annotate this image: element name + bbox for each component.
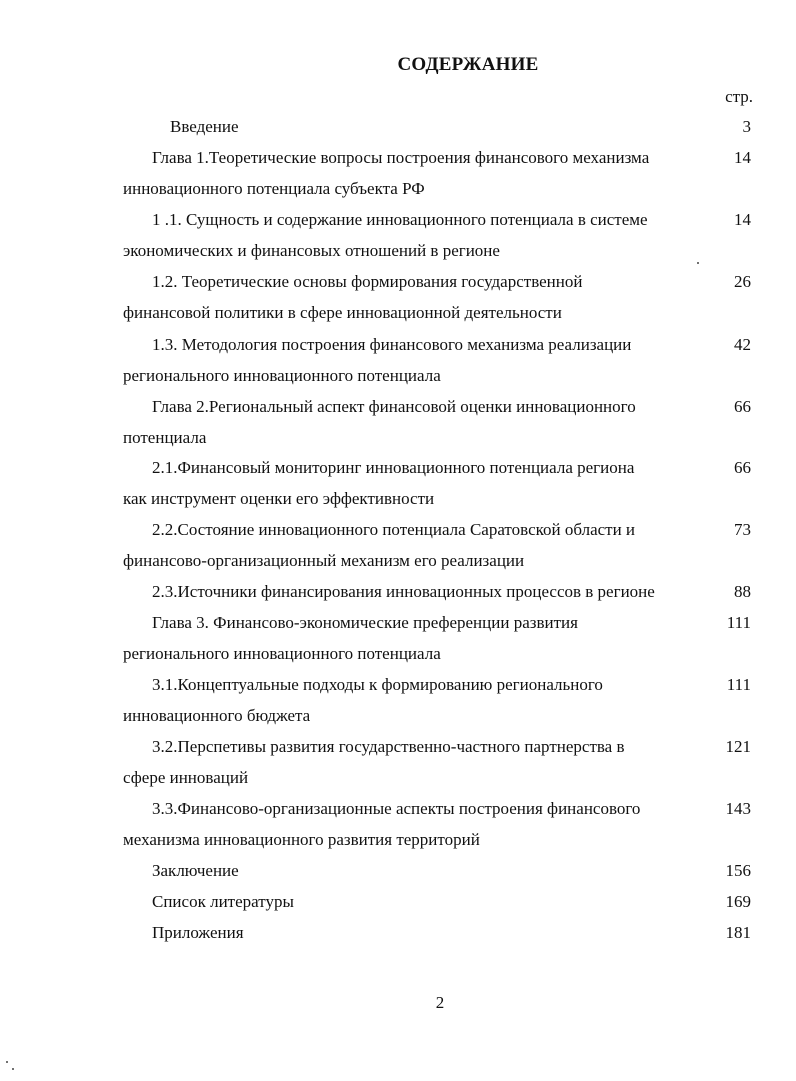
toc-entry — [123, 731, 751, 793]
toc-entry-title: 1.3. Методология построения финансового механизма реализации — [152, 335, 632, 354]
toc-entry-title: Приложения — [152, 923, 244, 942]
toc-entry — [123, 855, 751, 886]
toc-entry-page: 73 — [734, 520, 751, 539]
toc-entry-page: 121 — [725, 737, 751, 756]
page-column-label: стр. — [725, 87, 753, 106]
toc-entry-page: 181 — [725, 923, 751, 942]
toc-entry-title: Введение — [170, 117, 239, 136]
scan-speck — [6, 1061, 8, 1063]
toc-entry — [123, 111, 751, 142]
toc-entry-title: 3.2.Перспетивы развития государственно-частного партнерства в — [152, 737, 625, 756]
toc-entry-title: 2.2.Состояние инновационного потенциала Саратовской области и — [152, 520, 636, 539]
toc-entry-title-continued: механизма инновационного развития территорий — [123, 830, 480, 849]
toc-entry-page: 42 — [734, 335, 751, 354]
toc-entry — [123, 142, 751, 204]
toc-entry — [123, 886, 751, 917]
toc-entry — [123, 266, 751, 328]
toc-entry — [123, 917, 751, 948]
toc-entry — [123, 607, 751, 669]
page-number: 2 — [435, 993, 445, 1012]
toc-entry — [123, 204, 751, 266]
toc-entry-page: 88 — [734, 582, 751, 601]
toc-entry — [123, 669, 751, 731]
toc-entry-title: 1 .1. Сущность и содержание инновационного потенциала в системе — [152, 210, 648, 229]
toc-entry-page: 14 — [734, 148, 751, 167]
toc-entry-page: 66 — [734, 458, 751, 477]
toc-entry — [123, 329, 751, 391]
toc-entry-page: 3 — [742, 117, 751, 136]
toc-entry-page: 143 — [725, 799, 751, 818]
toc-entry-page: 14 — [734, 210, 751, 229]
toc-entry-title-continued: экономических и финансовых отношений в регионе — [123, 241, 500, 260]
toc-entry — [123, 576, 751, 607]
toc-entry-title: 1.2. Теоретические основы формирования государственной — [152, 272, 583, 291]
toc-entry-title: 2.3.Источники финансирования инновационных процессов в регионе — [152, 582, 655, 601]
toc-entry-page: 111 — [726, 613, 751, 632]
toc-entry-title-continued: регионального инновационного потенциала — [123, 644, 441, 663]
scan-speck — [12, 1068, 14, 1070]
toc-entry-page: 66 — [734, 397, 751, 416]
toc-entry — [123, 452, 751, 514]
toc-entry — [123, 793, 751, 855]
toc-entry-title-continued: потенциала — [123, 428, 207, 447]
scan-speck — [697, 262, 699, 264]
toc-entry-title: Глава 1.Теоретические вопросы построения финансового механизма — [152, 148, 650, 167]
toc-entry-title-continued: финансовой политики в сфере инновационной деятельности — [123, 303, 562, 322]
toc-entry-title-continued: инновационного бюджета — [123, 706, 311, 725]
toc-entry — [123, 514, 751, 576]
toc-entry-title: Глава 3. Финансово-экономические преференции развития — [152, 613, 578, 632]
toc-entry — [123, 391, 751, 453]
toc-entry-title: Глава 2.Региональный аспект финансовой оценки инновационного — [152, 397, 636, 416]
toc-entry-page: 169 — [725, 892, 751, 911]
toc-entry-title-continued: финансово-организационный механизм его реализации — [123, 551, 525, 570]
toc-entry-title-continued: как инструмент оценки его эффективности — [123, 489, 435, 508]
toc-entry-title-continued: регионального инновационного потенциала — [123, 366, 441, 385]
toc-entry-title: 3.3.Финансово-организационные аспекты построения финансового — [152, 799, 641, 818]
toc-entry-title: Список литературы — [152, 892, 294, 911]
toc-entry-page: 111 — [726, 675, 751, 694]
toc-entry-title-continued: инновационного потенциала субъекта РФ — [123, 179, 425, 198]
toc-entry-page: 26 — [734, 272, 751, 291]
toc-entry-title-continued: сфере инноваций — [123, 768, 249, 787]
toc-entry-title: 2.1.Финансовый мониторинг инновационного потенциала региона — [152, 458, 635, 477]
page-title: СОДЕРЖАНИЕ — [397, 54, 539, 75]
toc-entry-page: 156 — [725, 861, 751, 880]
toc-entry-title: Заключение — [152, 861, 239, 880]
toc-entry-title: 3.1.Концептуальные подходы к формированию регионального — [152, 675, 603, 694]
